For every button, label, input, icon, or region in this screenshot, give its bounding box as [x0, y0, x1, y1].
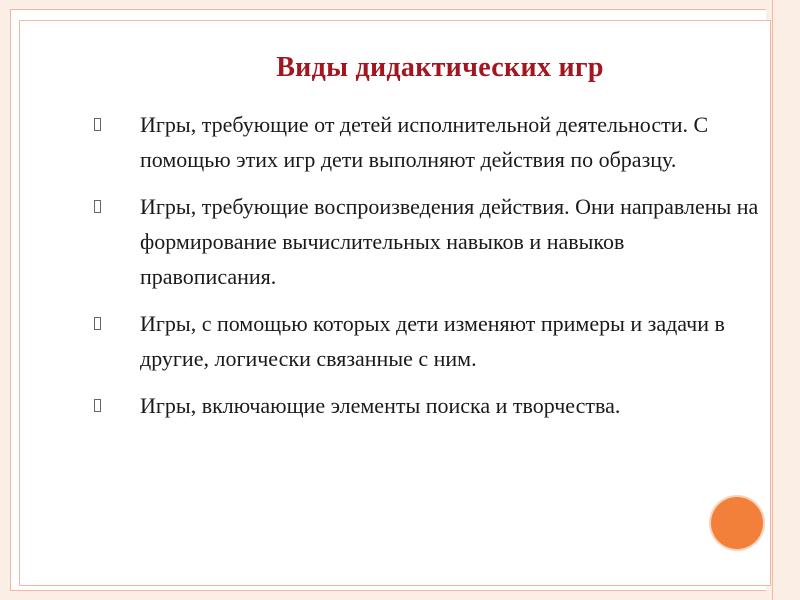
- bullet-text: Игры, с помощью которых дети изменяют примеры и задачи в другие, логически связанные с ним.: [140, 311, 725, 371]
- bullet-marker-icon: [94, 118, 101, 131]
- bullet-text: Игры, требующие от детей исполнительной деятельности. С помощью этих игр дети выполняют действия по образцу.: [140, 112, 709, 172]
- bullet-list: [94, 107, 764, 435]
- bullet-text: Игры, требующие воспроизведения действия. Они направлены на формирование вычислительных навыков и навыков правописания.: [140, 194, 759, 289]
- bullet-marker-icon: [94, 399, 101, 412]
- bullet-item: [94, 306, 764, 376]
- bullet-text: Игры, включающие элементы поиска и творчества.: [140, 393, 621, 418]
- bullet-item: [94, 189, 764, 294]
- bullet-item: [94, 107, 764, 177]
- bullet-marker-icon: [94, 317, 101, 330]
- bullet-item: [94, 388, 764, 423]
- bullet-marker-icon: [94, 200, 101, 213]
- right-decorative-line: [772, 0, 773, 600]
- slide-title: Виды дидактических игр: [276, 52, 604, 83]
- decorative-orange-circle-icon: [711, 497, 763, 549]
